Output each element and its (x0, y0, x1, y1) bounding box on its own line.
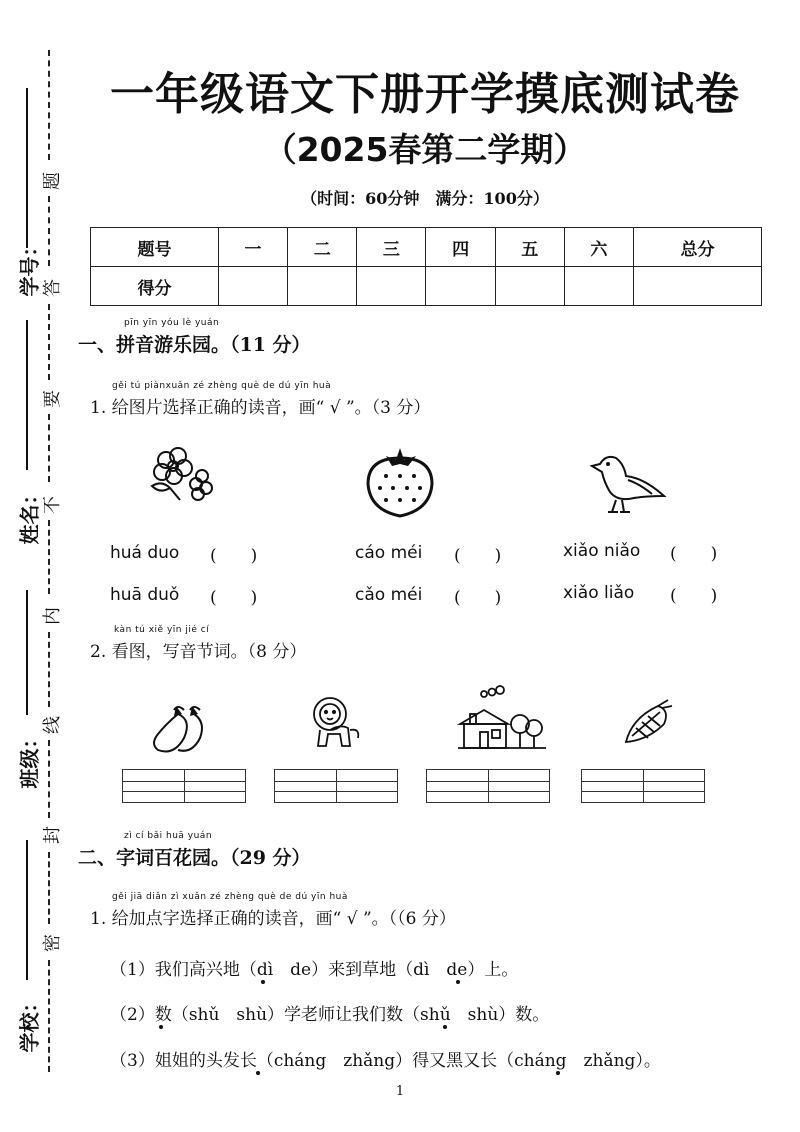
corn-picture (618, 698, 676, 750)
emphasis-dot (556, 1071, 560, 1075)
score-header-cell: 五 (495, 228, 564, 267)
page-subtitle: （2025春第二学期） (263, 130, 587, 169)
score-header-cell: 六 (564, 228, 633, 267)
student-id-label: 学号： (17, 236, 42, 297)
seal-dash-8 (48, 852, 50, 924)
q1-text: 1. 给图片选择正确的读音，画“ √ ”。（3 分） (90, 398, 431, 418)
score-header-row (91, 228, 762, 267)
seal-char-bu: 不 (42, 496, 63, 514)
section1-title: 一、拼音游乐园。（11 分） (78, 334, 311, 356)
s2-q1-pinyin: gěi jiā diǎn zì xuǎn zé zhèng què de dú yīn huà (112, 892, 348, 902)
seal-char-yao: 要 (42, 390, 63, 408)
writing-grid-eggplant[interactable] (122, 769, 246, 803)
bird-picture (588, 450, 672, 520)
binding-line-3 (26, 590, 28, 715)
binding-line-1 (26, 88, 28, 248)
emphasis-dot (261, 980, 265, 984)
strawberry-picture (362, 444, 438, 518)
writing-grid-house[interactable] (426, 769, 550, 803)
page-title: 一年级语文下册开学摸底测试卷 (110, 69, 740, 120)
seal-dash-6 (48, 632, 50, 707)
sentence-2: （2）数（shǔ shù）学老师让我们数（shǔ shù）数。 (110, 1005, 550, 1025)
strawberry-option-1: cáo méi (355, 543, 423, 563)
score-header-cell: 总分 (634, 228, 762, 267)
writing-grid-lion[interactable] (274, 769, 398, 803)
section2-title: 二、字词百花园。（29 分） (78, 847, 311, 869)
score-header-cell: 二 (288, 228, 357, 267)
seal-dash-1 (48, 50, 50, 160)
emphasis-dot (256, 1071, 260, 1075)
score-header-cell: 三 (357, 228, 426, 267)
answer-paren[interactable]: ( ) (670, 544, 718, 564)
answer-paren[interactable]: ( ) (670, 586, 718, 606)
seal-dash-4 (48, 414, 50, 482)
bird-option-1: xiǎo niǎo (563, 541, 641, 561)
q2-pinyin: kàn tú xiě yīn jié cí (114, 625, 210, 635)
q2-text: 2. 看图，写音节词。（8 分） (90, 642, 307, 662)
seal-char-feng: 封 (42, 826, 63, 844)
answer-paren[interactable]: ( ) (454, 546, 502, 566)
name-label: 姓名： (17, 484, 42, 545)
score-row-label: 得分 (91, 267, 219, 306)
time-info: （时间：60分钟 满分：100分） (301, 189, 549, 208)
flower-option-2: huā duǒ (110, 585, 180, 605)
sentence-3: （3）姐姐的头发长（cháng zhǎng）得又黑又长（cháng zhǎng）。 (110, 1051, 661, 1071)
binding-line-4 (26, 840, 28, 980)
sentence-1: （1）我们高兴地（dì de）来到草地（dì de）上。 (110, 960, 519, 980)
seal-dash-5 (48, 520, 50, 594)
score-row (91, 267, 762, 306)
house-picture (456, 684, 548, 752)
score-cell[interactable] (218, 267, 287, 306)
bird-option-2: xiǎo liǎo (563, 583, 635, 603)
score-header-cell: 题号 (91, 228, 219, 267)
score-cell[interactable] (495, 267, 564, 306)
flower-picture (140, 440, 220, 510)
answer-paren[interactable]: ( ) (210, 546, 258, 566)
score-cell[interactable] (426, 267, 495, 306)
school-label: 学校： (17, 992, 42, 1053)
score-header-cell: 一 (218, 228, 287, 267)
eggplant-picture (148, 700, 214, 758)
emphasis-dot (456, 980, 460, 984)
seal-char-mi: 密 (42, 934, 63, 952)
score-cell[interactable] (564, 267, 633, 306)
seal-char-da: 答 (42, 279, 63, 297)
seal-dash-3 (48, 304, 50, 380)
flower-option-1: huá duo (110, 543, 180, 563)
strawberry-option-2: cǎo méi (355, 585, 423, 605)
lion-picture (306, 694, 364, 752)
answer-paren[interactable]: ( ) (210, 588, 258, 608)
seal-dash-2 (48, 196, 50, 266)
binding-line-2 (26, 320, 28, 470)
seal-char-xian: 线 (42, 716, 63, 734)
page-number: 1 (395, 1084, 405, 1099)
score-cell[interactable] (357, 267, 426, 306)
seal-char-ti: 题 (42, 172, 63, 190)
seal-dash-9 (48, 960, 50, 1072)
seal-char-nei: 内 (42, 607, 63, 625)
score-cell[interactable] (634, 267, 762, 306)
section2-pinyin: zì cí bǎi huā yuán (124, 831, 213, 841)
class-label: 班级： (17, 728, 42, 789)
section1-pinyin: pīn yīn yóu lè yuán (124, 318, 220, 328)
score-table (90, 227, 762, 306)
answer-paren[interactable]: ( ) (454, 588, 502, 608)
emphasis-dot (159, 1025, 163, 1029)
q1-pinyin: gěi tú piànxuǎn zé zhèng què de dú yīn huà (112, 381, 332, 391)
seal-dash-7 (48, 740, 50, 818)
emphasis-dot (443, 1025, 447, 1029)
score-cell[interactable] (288, 267, 357, 306)
writing-grid-corn[interactable] (581, 769, 705, 803)
s2-q1-text: 1. 给加点字选择正确的读音，画“ √ ”。（（6 分） (90, 909, 456, 929)
score-header-cell: 四 (426, 228, 495, 267)
